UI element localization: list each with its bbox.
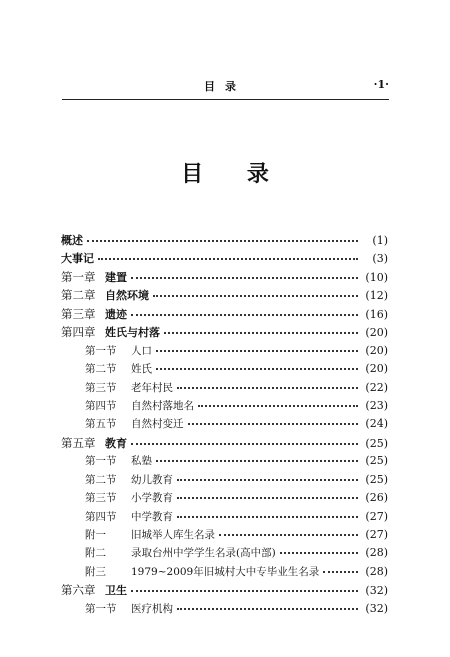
toc-entry-label: 旧城举人库生名录 <box>131 529 215 541</box>
toc-entry-label: 幼儿教育 <box>131 473 173 486</box>
toc-entry-page: (27) <box>365 528 388 541</box>
dot-leader <box>87 238 358 242</box>
toc-entry-page: (28) <box>365 546 388 560</box>
header-rule <box>62 99 389 100</box>
toc-entry-page: (24) <box>365 417 388 431</box>
toc-entry-number: 附二 <box>85 547 106 560</box>
toc-entry-label: 大事记 <box>61 252 94 266</box>
toc-entry[interactable] <box>61 509 388 527</box>
toc-entry-page: (16) <box>365 307 388 321</box>
dot-leader <box>188 421 359 425</box>
toc-entry-label: 私塾 <box>131 455 152 468</box>
toc-entry-number: 第五章 <box>61 435 96 450</box>
toc-entry[interactable] <box>61 287 388 305</box>
toc-entry-page: (3) <box>372 252 388 266</box>
dot-leader <box>156 366 358 370</box>
dot-leader <box>156 458 358 462</box>
dot-leader <box>280 550 358 554</box>
dot-leader <box>153 293 358 297</box>
toc-entry-number: 第三节 <box>85 381 117 394</box>
toc-entry[interactable] <box>61 416 388 434</box>
toc-entry[interactable] <box>61 564 388 582</box>
toc-entry-number: 附三 <box>85 565 106 578</box>
toc-entry-page: (32) <box>365 584 388 598</box>
dot-leader <box>98 256 358 260</box>
toc-entry[interactable] <box>61 380 388 398</box>
running-header <box>62 78 389 98</box>
toc-entry-page: (1) <box>372 234 388 247</box>
dot-leader <box>177 495 358 499</box>
toc-entry-label: 自然村变迁 <box>131 418 184 431</box>
toc-entry[interactable] <box>61 472 388 490</box>
toc-entry-number: 第四节 <box>85 510 117 523</box>
toc-entry-label: 姓氏与村落 <box>105 326 160 340</box>
toc-entry-number: 第一节 <box>85 602 117 615</box>
toc-entry[interactable] <box>61 490 388 508</box>
toc-entry-page: (20) <box>365 362 388 376</box>
toc-entry-label: 老年村民 <box>131 381 173 394</box>
toc-entry-number: 第一章 <box>61 269 96 284</box>
toc-entry-page: (20) <box>365 343 388 357</box>
dot-leader <box>177 606 358 610</box>
header-title: 目录 <box>204 80 246 93</box>
toc-entry-label: 建置 <box>105 270 127 284</box>
toc-entry-label: 录取台州中学学生名录(高中部) <box>131 547 276 560</box>
toc-entry[interactable] <box>61 232 388 250</box>
dot-leader <box>131 588 358 592</box>
toc-entry[interactable] <box>61 527 388 545</box>
toc-entry-page: (23) <box>365 398 388 412</box>
toc-entry-label: 1979~2009年旧城村大中专毕业生名录 <box>131 565 320 578</box>
toc-entry-label: 中学教育 <box>131 510 173 523</box>
toc-entry-number: 第二节 <box>85 363 117 376</box>
toc-entry[interactable] <box>61 361 388 379</box>
toc-entry[interactable] <box>61 601 388 619</box>
toc-entry-label: 人口 <box>131 344 152 357</box>
dot-leader <box>156 348 358 352</box>
toc-entry-label: 自然环境 <box>105 289 149 303</box>
toc-entry-page: (25) <box>365 436 388 450</box>
toc-entry-label: 自然村落地名 <box>131 399 194 412</box>
toc-entry-number: 第一节 <box>85 455 117 468</box>
toc-entry-label: 卫生 <box>105 584 127 598</box>
toc-entry[interactable] <box>61 545 388 563</box>
toc-entry-page: (28) <box>365 564 388 578</box>
dot-leader <box>177 514 358 518</box>
dot-leader <box>131 441 358 445</box>
toc-entry-label: 概述 <box>61 234 83 247</box>
dot-leader <box>131 275 358 279</box>
toc-entry[interactable] <box>61 398 388 416</box>
toc-entry-number: 第二章 <box>61 288 96 303</box>
toc-entry-number: 第六章 <box>61 583 96 598</box>
dot-leader <box>323 569 358 573</box>
toc-entry[interactable] <box>61 343 388 361</box>
toc-entry[interactable] <box>61 324 388 342</box>
toc-entry-page: (32) <box>365 601 388 615</box>
toc-entry[interactable] <box>61 453 388 471</box>
toc-entry-label: 姓氏 <box>131 363 152 376</box>
toc-entry[interactable] <box>61 582 388 600</box>
toc-entry-number: 第五节 <box>85 418 117 431</box>
header-page-number: ·1· <box>373 78 389 91</box>
dot-leader <box>164 330 358 334</box>
toc-entry-page: (25) <box>365 454 388 468</box>
table-of-contents <box>61 232 388 619</box>
toc-entry-number: 第四章 <box>61 325 96 340</box>
toc-entry[interactable] <box>61 306 388 324</box>
toc-entry-label: 医疗机构 <box>131 602 173 615</box>
toc-entry-label: 遗迹 <box>105 307 127 321</box>
toc-entry-page: (25) <box>365 472 388 486</box>
toc-entry-number: 第一节 <box>85 344 117 357</box>
toc-entry-number: 第三章 <box>61 306 96 321</box>
toc-entry[interactable] <box>61 435 388 453</box>
toc-entry-page: (22) <box>365 380 388 394</box>
dot-leader <box>177 385 358 389</box>
dot-leader <box>131 312 358 316</box>
toc-entry-page: (20) <box>365 326 388 340</box>
toc-entry[interactable] <box>61 269 388 287</box>
toc-entry-number: 第三节 <box>85 492 117 505</box>
toc-entry-number: 第四节 <box>85 399 117 412</box>
dot-leader <box>177 477 358 481</box>
toc-entry[interactable] <box>61 250 388 268</box>
toc-entry-page: (10) <box>365 270 388 284</box>
dot-leader <box>198 403 358 407</box>
toc-entry-number: 第二节 <box>85 473 117 486</box>
toc-entry-page: (27) <box>365 509 388 523</box>
dot-leader <box>219 532 358 536</box>
toc-entry-page: (12) <box>365 289 388 303</box>
toc-entry-page: (26) <box>365 491 388 505</box>
page-title: 目 录 <box>181 161 287 187</box>
toc-entry-number: 附一 <box>85 529 106 541</box>
toc-entry-label: 小学教育 <box>131 492 173 505</box>
toc-entry-label: 教育 <box>105 436 127 450</box>
